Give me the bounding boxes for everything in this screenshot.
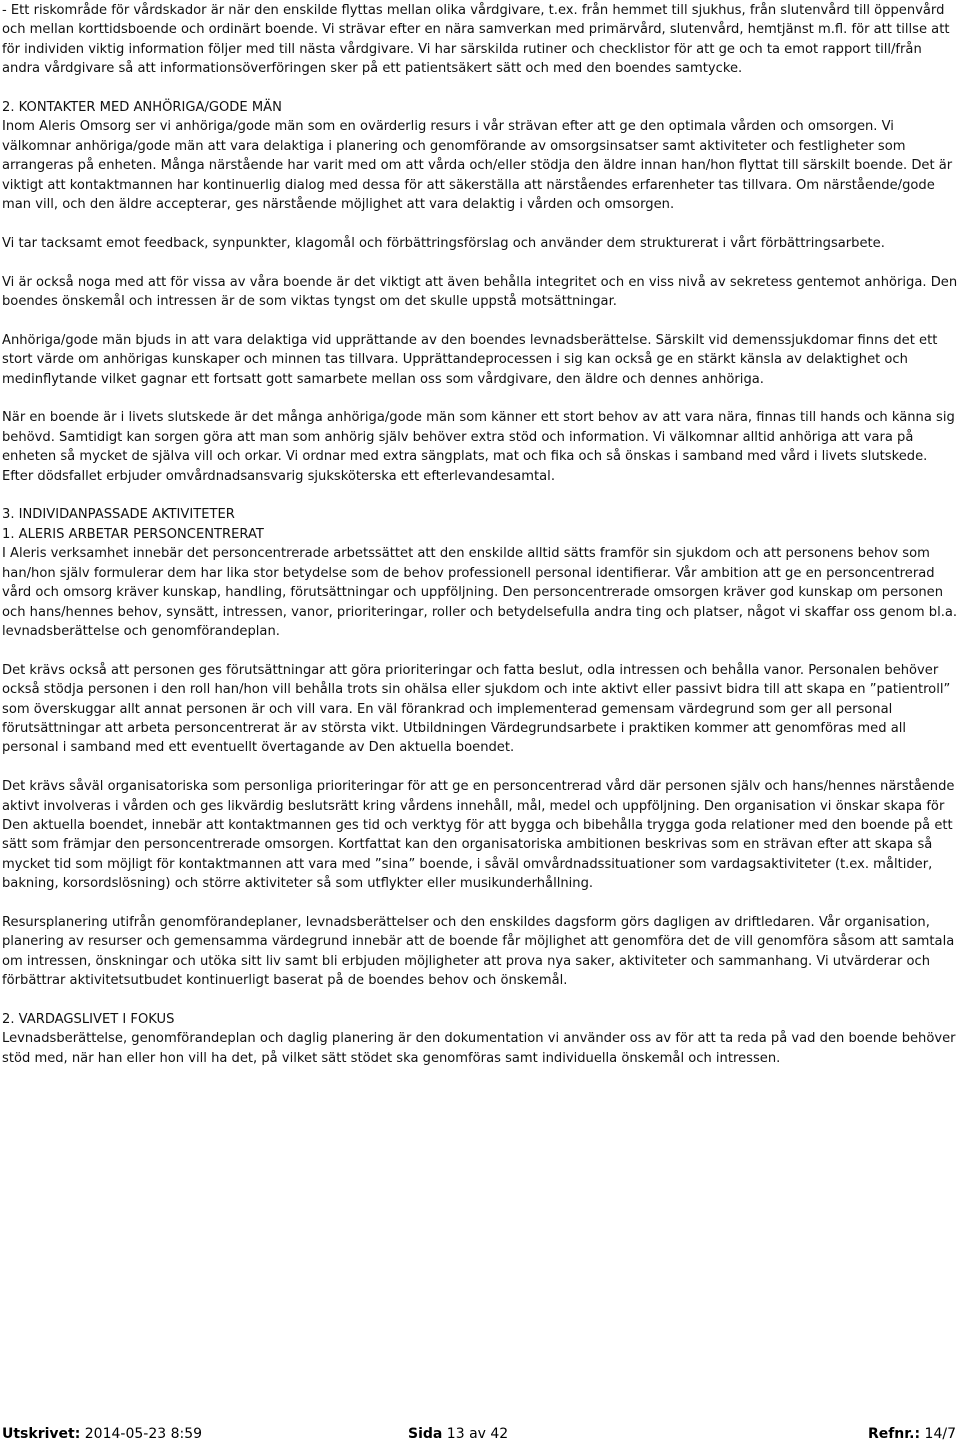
footer-ref-value: 14/7	[920, 1426, 956, 1442]
paragraph-priorities: Det krävs också att personen ges förutsättningar att göra prioriteringar och fatta beslut, odla intressen och behålla vanor. Personalen behöver också stödja personen i den roll han/hon vill behålla trots sin ohälsa eller sjukdom och inte aktivt eller passivt bidra till att skapa en ”patientroll” som överskuggar allt annat personen är och vill vara. En väl förankrad och implementerad gemensam värdegrund som ger all personal förutsättningar att arbeta personcentrerat är av största vikt. Utbildningen Värdegrundsarbete i praktiken kommer att genomföras med all personal i samband med ett eventuellt övertagande av Den aktuella boendet.	[2, 662, 951, 756]
footer-page-value: 13 av 42	[442, 1426, 509, 1442]
footer-printed-label: Utskrivet:	[2, 1426, 81, 1442]
page-footer	[2, 1424, 956, 1444]
section-heading-activities: 3. INDIVIDANPASSADE AKTIVITETER	[2, 507, 235, 523]
paragraph-risk-area: - Ett riskområde för vårdskador är när den enskilde flyttas mellan olika vårdgivare, t.ex. från hemmet till sjukhus, från slutenvård till öppenvård och mellan korttidsboende och ordinärt boende. Vi strävar efter en nära samverkan med primärvård, slutenvård, hemtjänst m.fl. för att tillse att för individen viktig information följer med till nästa vårdgivare. Vi har särskilda rutiner och checklistor för att ge och ta emot rapport till/från andra vårdgivare så att informationsöverföringen sker på ett patientsäkert sätt och med den boendes samtycke.	[2, 3, 950, 77]
footer-page-label: Sida	[408, 1426, 443, 1442]
subsection-heading-person-centered: 1. ALERIS ARBETAR PERSONCENTRERAT	[2, 526, 264, 542]
paragraph-organisation: Det krävs såväl organisatoriska som personliga prioriteringar för att ge en personcentrerad vård där personen själv och hans/hennes närstående aktivt involveras i vården och ges likvärdig beslutsrätt kring vårdens innehåll, mål, medel och uppföljning. Den organisation vi önskar skapa för Den aktuella boendet, innebär att kontaktmannen ges tid och verktyg för att bygga och bibehålla trygga goda relationer med den boende på ett sätt som främjar den personcentrerade omsorgen. Kortfattat kan den organisatoriska ambitionen beskrivas som en strävan efter att skapa så mycket tid som möjligt för kontaktmannen att vara med ”sina” boende, i såväl omvårdnadssituationer som vardagsaktiviteter (t.ex. måltider, bakning, korsordslösning) och större aktiviteter så som utflykter eller musikunderhållning.	[2, 779, 955, 892]
paragraph-integrity: Vi är också noga med att för vissa av våra boende är det viktigt att även behålla integritet och en viss nivå av sekretess gentemot anhöriga. Den boendes önskemål och intressen är de som viktas tyngst om det skulle uppstå motsättningar.	[2, 274, 958, 310]
subsection-heading-everyday-life: 2. VARDAGSLIVET I FOKUS	[2, 1011, 175, 1027]
paragraph-documentation: Levnadsberättelse, genomförandeplan och daglig planering är den dokumentation vi använder oss av för att ta reda på vad den boende behöver stöd med, när han eller hon vill ha det, på vilket sätt stödet ska genomföras samt individuella önskemål och intressen.	[2, 1031, 956, 1066]
paragraph-life-story: Anhöriga/gode män bjuds in att vara delaktiga vid upprättande av den boendes levnadsberättelse. Särskilt vid demenssjukdomar finns det ett stort värde om anhörigas kunskaper och minnen tas tillvara. Upprättandeprocessen i sig kan också ge en stärkt känsla av delaktighet och medinflytande vilket gagnar ett fortsatt gott samarbete mellan oss som vårdgivare, den äldre och dennes anhöriga.	[2, 332, 938, 387]
paragraph-person-centered: I Aleris verksamhet innebär det personcentrerade arbetssättet att den enskilde alltid sätts framför sin sjukdom och att personens behov som han/hon själv formulerar dem har lika stor betydelse som de behov professionell personal identifierar. Vår ambition att ge en personcentrerad vård och omsorg kräver kunskap, handling, förutsättningar och uppföljning. Den personcentrerade omsorgen kräver god kunskap om personen och hans/hennes behov, synsätt, intressen, vanor, prioriteringar, roller och betydelsefulla andra ting och platser, något vi skaffar oss genom bl.a. levnadsberättelse och genomförandeplan.	[2, 546, 958, 639]
section-heading-contacts: 2. KONTAKTER MED ANHÖRIGA/GODE MÄN	[2, 100, 282, 116]
footer-ref-label: Refnr.:	[867, 1426, 921, 1442]
footer-page-number	[408, 1424, 508, 1444]
paragraph-resource-planning: Resursplanering utifrån genomförandeplaner, levnadsberättelser och den enskildes dagsform görs dagligen av driftledaren. Vår organisation, planering av resurser och gemensamma värdegrund innebär att de boende får möjlighet att genomföra det de vill genomföra såsom att samtala om intressen, önskningar och utöka sitt liv samt bli erbjuden möjligheter att prova nya saker, aktiviteter och sammanhang. Vi utvärderar och förbättrar aktivitetsutbudet kontinuerligt baserat på de boendes behov och önskemål.	[2, 914, 955, 989]
footer-reference	[868, 1424, 956, 1444]
document-body	[2, 1, 958, 1068]
footer-printed	[2, 1424, 202, 1444]
paragraph-relatives-resource: Inom Aleris Omsorg ser vi anhöriga/gode män som en ovärderlig resurs i vår strävan efter att ge den optimala vården och omsorgen. Vi välkomnar anhöriga/gode män att vara delaktiga i planering och genomförande av omsorgsinsatser samt aktiviteter och festligheter som arrangeras på enheten. Många närstående har varit med om att vårda och/eller stödja den äldre innan han/hon flyttat till särskilt boende. Det är viktigt att kontaktmannen har kontinuerlig dialog med dessa för att säkerställa att närståendes erfarenheter tas tillvara. Om närstående/gode man vill, och den äldre accepterar, ges närstående möjlighet att vara delaktig i vården och omsorgen.	[2, 119, 953, 213]
paragraph-feedback: Vi tar tacksamt emot feedback, synpunkter, klagomål och förbättringsförslag och använder dem strukturerat i vårt förbättringsarbete.	[2, 235, 885, 251]
paragraph-end-of-life: När en boende är i livets slutskede är det många anhöriga/gode män som känner ett stort behov av att vara nära, finnas till hands och känna sig behövd. Samtidigt kan sorgen göra att man som anhörig själv behöver extra stöd och information. Vi välkomnar alltid anhöriga att vara på enheten så mycket de själva vill och orkar. Vi ordnar med extra sängplats, mat och fika och så önskas i samband med vård i livets slutskede. Efter dödsfallet erbjuder omvårdnadsansvarig sjuksköterska ett efterlevandesamtal.	[2, 410, 955, 484]
footer-printed-value: 2014-05-23 8:59	[80, 1426, 203, 1442]
